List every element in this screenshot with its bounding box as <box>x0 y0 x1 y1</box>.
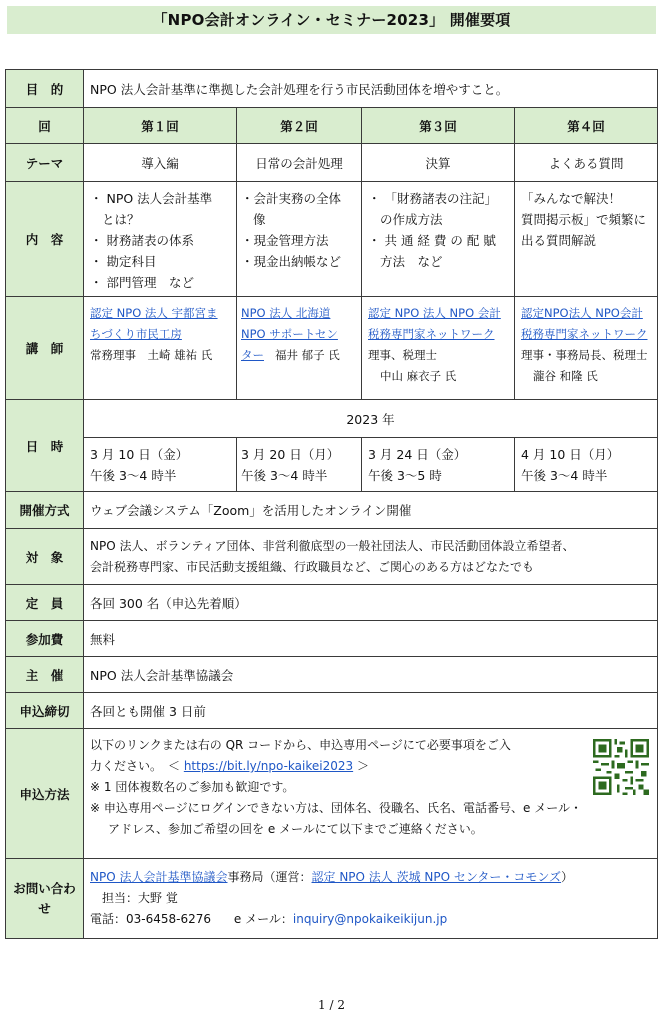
content-4-line: 質問掲示板」で頻繁に <box>521 212 647 227</box>
date-4: 4 月 10 日（月） <box>521 446 620 462</box>
format-label: 開催方式 <box>6 492 84 529</box>
theme-1: 導入編 <box>84 144 237 182</box>
session-1-header: 第１回 <box>84 108 237 144</box>
content-1-line: ・ 財務諸表の体系 <box>90 233 194 248</box>
content-3-line: 方法 など <box>380 254 443 269</box>
deadline-row <box>6 693 658 729</box>
content-2-line: ・会計実務の全体 <box>241 191 342 206</box>
time-4: 午後 3～4 時半 <box>521 467 608 483</box>
session-3-header: 第３回 <box>362 108 515 144</box>
purpose-label: 目 的 <box>6 70 84 108</box>
organizer-label: 主 催 <box>6 657 84 693</box>
datetime-1 <box>84 438 237 492</box>
purpose-text: NPO 法人会計基準に準拠した会計処理を行う市民活動団体を増やすこと。 <box>84 70 658 108</box>
datetime-label: 日 時 <box>6 400 84 492</box>
lecturer-3-org-link[interactable]: 税務専門家ネットワーク <box>368 327 495 341</box>
apply-row <box>6 729 658 859</box>
datetime-year: 2023 年 <box>84 400 658 438</box>
format-text: ウェブ会議システム「Zoom」を活用したオンライン開催 <box>84 492 658 529</box>
time-3: 午後 3～5 時 <box>368 467 442 483</box>
apply-line <box>90 756 651 777</box>
apply-line: ※ 1 団体複数名のご参加も歓迎です。 <box>90 780 295 794</box>
lecturer-2-line <box>241 345 355 366</box>
apply-line: 以下のリンクまたは右の QR コードから、申込専用ページにて必要事項をご入 <box>90 738 511 752</box>
content-2-line: ・現金出納帳など <box>241 254 342 269</box>
content-1-line: ・ NPO 法人会計基準 <box>90 191 213 206</box>
fee-label: 参加費 <box>6 621 84 657</box>
qr-code-icon[interactable] <box>593 739 649 795</box>
content-2-line: ・現金管理方法 <box>241 233 329 248</box>
contact-tel: 電話：03-6458-6276 <box>90 912 212 926</box>
target-line: 会計税務専門家、市民活動支援組織、行政職員など、ご関心のある方はどなたでも <box>90 559 535 574</box>
lecturer-4-org-link[interactable]: 税務専門家ネットワーク <box>521 327 648 341</box>
target-row <box>6 529 658 585</box>
session-label: 回 <box>6 108 84 144</box>
content-2 <box>237 182 362 297</box>
date-2: 3 月 20 日（月） <box>241 446 340 462</box>
contact-email-link[interactable]: inquiry@npokaikeikijun.jp <box>292 912 448 926</box>
contact-line <box>90 867 651 888</box>
apply-text <box>84 729 658 859</box>
lecturer-row <box>6 297 658 400</box>
lecturer-2-org-link[interactable]: NPO サポートセン <box>241 327 338 341</box>
capacity-label: 定 員 <box>6 585 84 621</box>
content-4-line: 出る質問解説 <box>521 233 597 248</box>
time-2: 午後 3～4 時半 <box>241 467 328 483</box>
apply-label: 申込方法 <box>6 729 84 859</box>
fee-text: 無料 <box>84 621 658 657</box>
content-1-line: ・ 部門管理 など <box>90 275 194 290</box>
contact-person: 担当：大野 覚 <box>102 891 178 905</box>
lecturer-1 <box>84 297 237 400</box>
lecturer-label: 講 師 <box>6 297 84 400</box>
content-4 <box>515 182 658 297</box>
content-label: 内 容 <box>6 182 84 297</box>
lecturer-1-person: 常務理事 土崎 雄祐 氏 <box>90 348 213 362</box>
contact-email-label: e メール： <box>233 912 293 926</box>
lecturer-3-role: 理事、税理士 <box>368 348 437 362</box>
lecturer-3-person: 中山 麻衣子 氏 <box>380 369 457 383</box>
contact-text <box>84 859 658 939</box>
content-3-line: ・ 「財務諸表の注記」 <box>368 191 497 206</box>
lecturer-3 <box>362 297 515 400</box>
content-1 <box>84 182 237 297</box>
contact-office: 事務局（運営： <box>227 870 312 884</box>
organizer-row <box>6 657 658 693</box>
deadline-text: 各回とも開催 3 日前 <box>84 693 658 729</box>
session-4-header: 第４回 <box>515 108 658 144</box>
contact-operator-link[interactable]: 認定 NPO 法人 茨城 NPO センター・コモンズ <box>311 870 562 884</box>
session-2-header: 第２回 <box>237 108 362 144</box>
page-number: 1 / 2 <box>318 998 345 1012</box>
organizer-text: NPO 法人会計基準協議会 <box>84 657 658 693</box>
theme-row <box>6 144 658 182</box>
target-line: NPO 法人、ボランティア団体、非営利徹底型の一般社団法人、市民活動団体設立希望者、 <box>90 538 575 553</box>
content-3-line: の作成方法 <box>380 212 443 227</box>
datetime-2 <box>237 438 362 492</box>
theme-3: 決算 <box>362 144 515 182</box>
contact-org-link[interactable]: NPO 法人会計基準協議会 <box>90 870 228 884</box>
lecturer-3-org-link[interactable]: 認定 NPO 法人 NPO 会計 <box>368 306 501 320</box>
content-3 <box>362 182 515 297</box>
lecturer-2-org-link[interactable]: ター <box>241 348 264 362</box>
purpose-row <box>6 70 658 108</box>
theme-2: 日常の会計処理 <box>237 144 362 182</box>
content-2-line: 像 <box>253 212 266 227</box>
contact-label: お問い合わせ <box>6 859 84 939</box>
content-1-line: ・ 勘定科目 <box>90 254 157 269</box>
theme-4: よくある質問 <box>515 144 658 182</box>
apply-link[interactable]: https://bit.ly/npo-kaikei2023 <box>183 759 354 773</box>
page-title: 「NPO会計オンライン・セミナー2023」 開催要項 <box>7 6 656 34</box>
format-row <box>6 492 658 529</box>
lecturer-4-person: 瀧谷 和隆 氏 <box>533 369 598 383</box>
content-row <box>6 182 658 297</box>
contact-close: ） <box>561 870 574 884</box>
lecturer-2-person: 福井 郁子 氏 <box>274 348 340 362</box>
lecturer-4-org-link[interactable]: 認定NPO法人 NPO会計 <box>521 306 643 320</box>
outline-table <box>5 69 658 939</box>
content-4-line: 「みんなで解決！ <box>521 191 622 206</box>
date-1: 3 月 10 日（金） <box>90 446 189 462</box>
content-3-line: ・ 共 通 経 費 の 配 賦 <box>368 233 496 248</box>
datetime-4 <box>515 438 658 492</box>
lecturer-1-org-link[interactable]: ちづくり市民工房 <box>90 327 182 341</box>
lecturer-4 <box>515 297 658 400</box>
theme-label: テーマ <box>6 144 84 182</box>
datetime-year-row <box>6 400 658 438</box>
lecturer-2 <box>237 297 362 400</box>
apply-line-suffix: ＞ <box>353 759 369 773</box>
target-text <box>84 529 658 585</box>
time-1: 午後 3～4 時半 <box>90 467 177 483</box>
sessions-header-row <box>6 108 658 144</box>
lecturer-2-org-link[interactable]: NPO 法人 北海道 <box>241 306 331 320</box>
apply-line-prefix: 力ください。 ＜ <box>90 759 184 773</box>
lecturer-4-role: 理事・事務局長、税理士 <box>521 348 648 362</box>
contact-row <box>6 859 658 939</box>
datetime-3 <box>362 438 515 492</box>
capacity-text: 各回 300 名（申込先着順） <box>84 585 658 621</box>
apply-line: アドレス、参加ご希望の回を e メールにて以下までご連絡ください。 <box>108 822 483 836</box>
datetime-row <box>6 438 658 492</box>
capacity-row <box>6 585 658 621</box>
contact-line <box>90 909 651 930</box>
apply-line: ※ 申込専用ページにログインできない方は、団体名、役職名、氏名、電話番号、e メール・ <box>90 801 582 815</box>
content-1-line: とは？ <box>102 212 140 227</box>
lecturer-1-org-link[interactable]: 認定 NPO 法人 宇都宮ま <box>90 306 218 320</box>
deadline-label: 申込締切 <box>6 693 84 729</box>
target-label: 対 象 <box>6 529 84 585</box>
date-3: 3 月 24 日（金） <box>368 446 467 462</box>
fee-row <box>6 621 658 657</box>
